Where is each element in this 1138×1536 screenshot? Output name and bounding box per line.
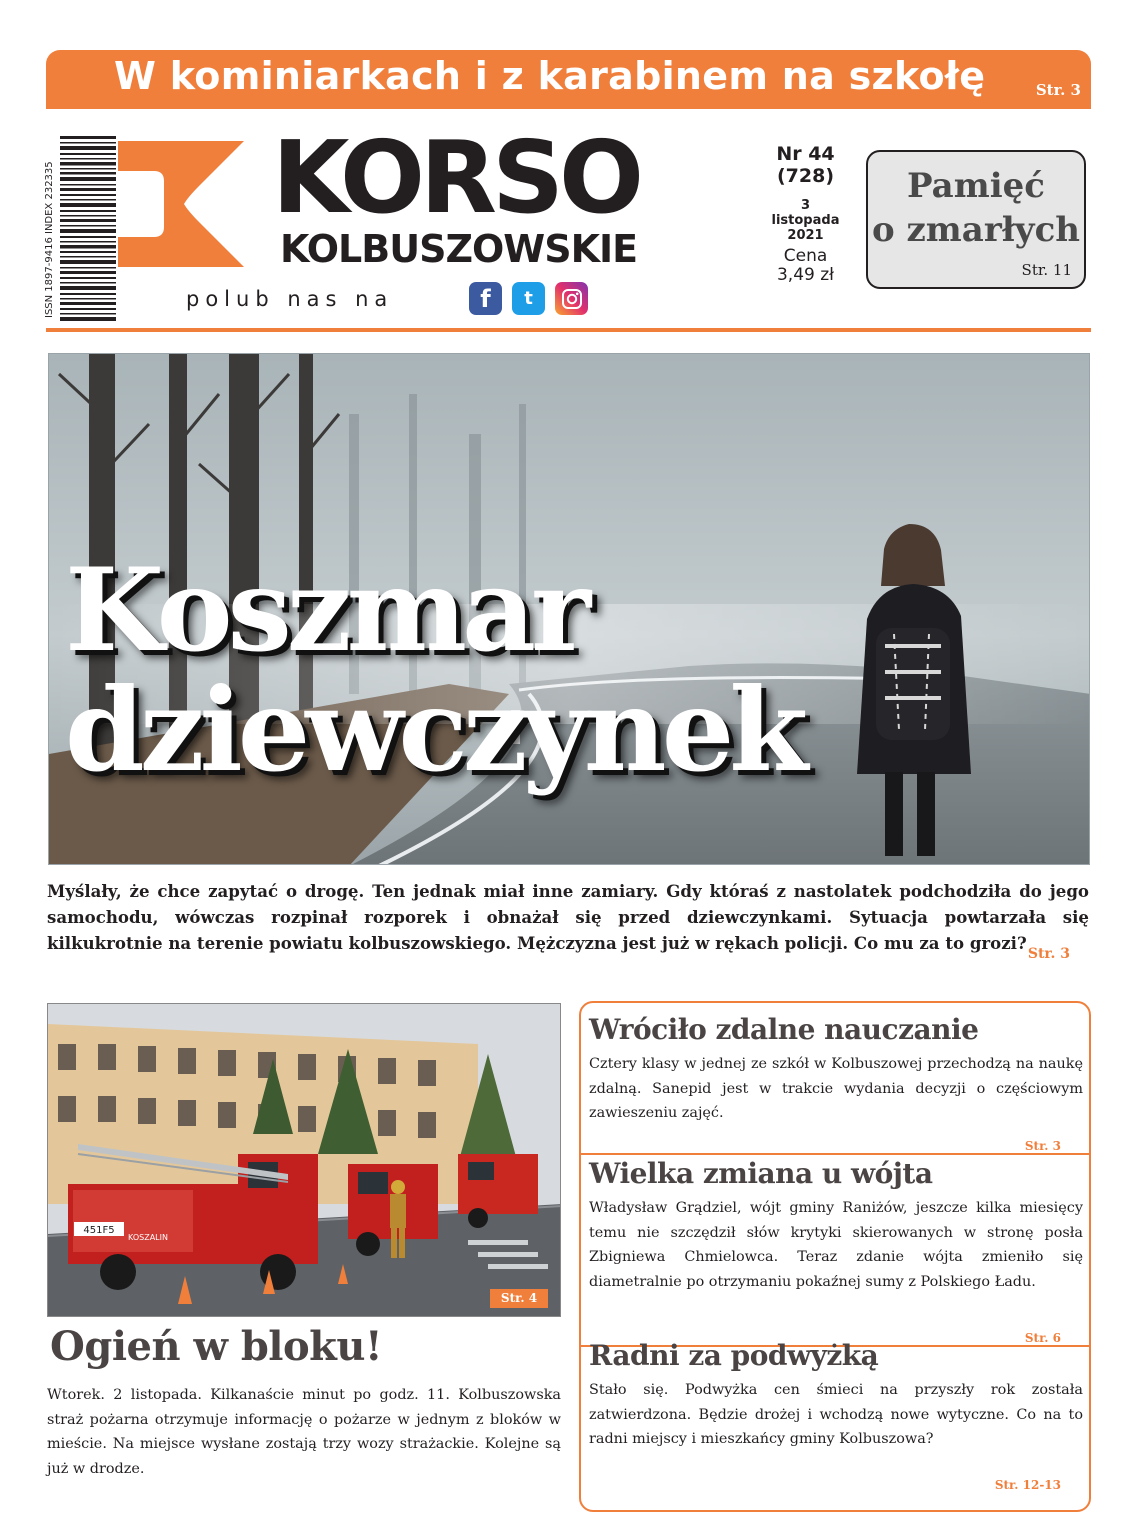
news-item-councillors[interactable] [589,1339,1083,1452]
main-headline-line1: Koszmar [65,543,587,677]
news-item-remote-learning[interactable] [589,1013,1083,1126]
instagram-icon[interactable] [555,282,588,315]
main-headline-line2: dziewczynek [65,663,804,797]
teaser-title-line2: o zmarłych [871,210,1080,250]
top-banner-page-ref: Str. 3 [1035,81,1081,99]
social-prompt: polub nas na [186,287,394,311]
news-body: Władysław Grądziel, wójt gminy Raniżów, jeszcze kilka miesięcy temu nie szczędził słów krytyki skierowanych w stronę posła Zbigniewa Chmielowca. Teraz zdanie wójta zmieniło się diametralnie po otrzymaniu pokaźnej sumy z Polskiego Ładu. [589,1200,1083,1290]
fire-trucks-photo [48,1004,561,1317]
fire-page-ref[interactable]: Str. 4 [490,1289,548,1308]
lead-page-ref[interactable]: Str. 3 [1027,946,1070,962]
news-box [579,1001,1091,1512]
masthead-title: KORSO [272,119,640,236]
masthead-divider [46,328,1091,332]
truck-number: 451F5 [83,1225,115,1236]
news-title: Radni za podwyżką [589,1339,879,1372]
issue-year: 2021 [787,228,824,243]
price-label: Cena [783,246,828,266]
issue-day: 3 [800,198,811,213]
truck-city: KOSZALIN [128,1233,168,1242]
issue-number: Nr 44 [776,143,835,165]
issue-month: listopada [771,213,840,228]
news-page-ref[interactable]: Str. 12-13 [994,1478,1061,1492]
news-body: Stało się. Podwyżka cen śmieci na przyszły rok została zatwierdzona. Będzie drożej i wchodzą nowe wytyczne. Co na to radni miejscy i mieszkańcy gminy Kolbuszowa? [589,1382,1083,1447]
news-title: Wróciło zdalne nauczanie [589,1013,979,1046]
masthead-subtitle: KOLBUSZOWSKIE [280,227,638,271]
lead-paragraph: Myślały, że chce zapytać o drogę. Ten jednak miał inne zamiary. Gdy któraś z nastolatek podchodziła do jego samochodu, wówczas rozpinał rozporek i obnażał się przed dziewczynkami. Sytuacja powtarzała się kilkukrotnie na terenie powiatu kolbuszowskiego. Mężczyzna jest już w rękach policji. Co mu za to grozi? [47,881,1089,953]
top-banner[interactable] [46,50,1091,109]
teaser-title-line1: Pamięć [907,166,1045,206]
news-title: Wielka zmiana u wójta [589,1157,933,1190]
teaser-box-memory[interactable] [866,150,1086,289]
news-page-ref[interactable]: Str. 6 [1024,1331,1061,1345]
main-headline[interactable] [65,543,804,797]
fire-photo[interactable] [47,1003,561,1317]
news-body: Cztery klasy w jednej ze szkół w Kolbuszowej przechodzą na naukę zdalną. Sanepid jest w trakcie wydania decyzji o częściowym zawieszeniu zajęć. [589,1056,1083,1121]
twitter-icon[interactable]: t [512,282,545,315]
fire-body: Wtorek. 2 listopada. Kilkanaście minut po godz. 11. Kolbuszowska straż pożarna otrzymuje informację o pożarze w jednym z bloków w mieście. Na miejsce wysłane zostają trzy wozy strażackie. Kolejne są już w drodze. [47,1387,561,1477]
issn-index-text: ISSN 1897-9416 INDEX 232335 [44,161,55,318]
fire-headline[interactable]: Ogień w bloku! [50,1323,383,1370]
issue-info [763,143,848,285]
teaser-page-ref: Str. 11 [1021,261,1072,279]
news-item-mayor-change[interactable] [589,1157,1083,1294]
news-page-ref[interactable]: Str. 3 [1024,1139,1061,1153]
price-value: 3,49 zł [776,265,834,285]
korso-logo-icon[interactable] [118,141,244,267]
issue-sequence: (728) [776,165,835,187]
top-banner-title: W kominiarkach i z karabinem na szkołę [114,54,986,98]
hero-image[interactable] [48,353,1090,865]
news-divider [581,1153,1089,1155]
facebook-icon[interactable]: f [469,282,502,315]
